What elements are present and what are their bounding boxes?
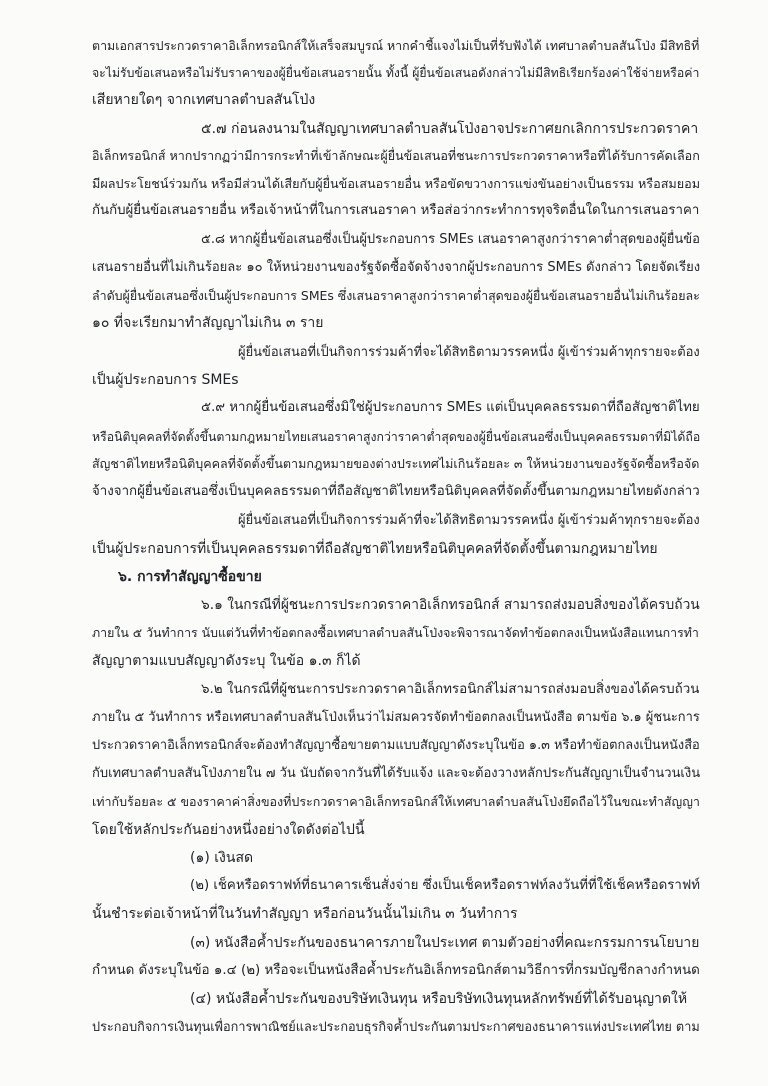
text-line: กำหนด ดังระบุในข้อ ๑.๔ (๒) หรือจะเป็นหนังสือค้ำประกันอิเล็กทรอนิกส์ตามวิธีการที่กรมบัญชีกลางกำหนด [92, 963, 700, 978]
text-line: อิเล็กทรอนิกส์ หากปรากฏว่ามีการกระทำที่เข้าลักษณะผู้ยื่นข้อเสนอที่ชนะการประกวดราคาหรือที่ได้รับการคัดเลือก [92, 148, 700, 163]
option-4: (๔) หนังสือค้ำประกันของบริษัทเงินทุน หรือบริษัทเงินทุนหลักทรัพย์ที่ได้รับอนุญาตให้ [190, 991, 688, 1007]
option-1: (๑) เงินสด [190, 850, 254, 866]
text-line: เสนอรายอื่นที่ไม่เกินร้อยละ ๑๐ ให้หน่วยงานของรัฐจัดซื้อจัดจ้างจากผู้ประกอบการ SMEs ดังกล่าว โดยจัดเรียง [92, 260, 701, 275]
option-2: (๒) เช็คหรือดราฟท์ที่ธนาคารเซ็นสั่งจ่าย ซึ่งเป็นเช็คหรือดราฟท์ลงวันที่ที่ใช้เช็คหรือดราฟท์ [190, 878, 701, 893]
text-line: ลำดับผู้ยื่นข้อเสนอซึ่งเป็นผู้ประกอบการ SMEs ซึ่งเสนอราคาสูงกว่าราคาต่ำสุดของผู้ยื่นข้อเสนอรายอื่นไม่เกินร้อยละ [92, 288, 700, 303]
text-line: ตามเอกสารประกวดราคาอิเล็กทรอนิกส์ให้เสร็จสมบูรณ์ หากคำชี้แจงไม่เป็นที่รับฟังได้ เทศบาลตำบลสันโป่ง มีสิทธิที่ [92, 38, 700, 53]
text-line: ประกวดราคาอิเล็กทรอนิกส์จะต้องทำสัญญาซื้อขายตามแบบสัญญาดังระบุในข้อ ๑.๓ หรือทำข้อตกลงเป็นหนังสือ [92, 738, 700, 753]
clause-5-9: ๕.๙ หากผู้ยื่นข้อเสนอซึ่งมิใช่ผู้ประกอบการ SMEs แต่เป็นบุคคลธรรมดาที่ถือสัญชาติไทย [201, 400, 700, 415]
text-line: เป็นผู้ประกอบการที่เป็นบุคคลธรรมดาที่ถือสัญชาติไทยหรือนิติบุคคลที่จัดตั้งขึ้นตามกฎหมายไทย [92, 541, 658, 557]
option-3: (๓) หนังสือค้ำประกันของธนาคารภายในประเทศ ตามตัวอย่างที่คณะกรรมการนโยบาย [190, 935, 700, 951]
text-line: ผู้ยื่นข้อเสนอที่เป็นกิจการร่วมค้าที่จะได้สิทธิตามวรรคหนึ่ง ผู้เข้าร่วมค้าทุกรายจะต้อง [238, 345, 700, 360]
text-line: มีผลประโยชน์ร่วมกัน หรือมีส่วนได้เสียกับผู้ยื่นข้อเสนอรายอื่น หรือขัดขวางการแข่งขันอย่างเป็นธรรม หรือสมยอม [92, 176, 701, 191]
text-line: จ้างจากผู้ยื่นข้อเสนอซึ่งเป็นบุคคลธรรมดาที่ถือสัญชาติไทยหรือนิติบุคคลที่จัดตั้งขึ้นตามกฎหมายไทยดังกล่าว [92, 484, 700, 499]
text-line: ภายใน ๕ วันทำการ หรือเทศบาลตำบลสันโป่งเห็นว่าไม่สมควรจัดทำข้อตกลงเป็นหนังสือ ตามข้อ ๖.๑ ผู้ชนะการ [92, 710, 700, 725]
text-line: หรือนิติบุคคลที่จัดตั้งขึ้นตามกฎหมายไทยเสนอราคาสูงกว่าราคาต่ำสุดของผู้ยื่นข้อเสนอซึ่งเป็นบุคคลธรรมดาที่มิได้ถือ [92, 430, 701, 444]
text-line: กันกับผู้ยื่นข้อเสนอรายอื่น หรือเจ้าหน้าที่ในการเสนอราคา หรือส่อว่ากระทำการทุจริตอื่นใดในการเสนอราคา [92, 203, 700, 218]
text-line: สัญชาติไทยหรือนิติบุคคลที่จัดตั้งขึ้นตามกฎหมายของต่างประเทศไม่เกินร้อยละ ๓ ให้หน่วยงานของรัฐจัดซื้อหรือจัด [92, 456, 700, 471]
text-line: เป็นผู้ประกอบการ SMEs [92, 372, 239, 388]
text-line: นั้นชำระต่อเจ้าหน้าที่ในวันทำสัญญา หรือก่อนวันนั้นไม่เกิน ๓ วันทำการ [92, 906, 518, 922]
text-line: ประกอบกิจการเงินทุนเพื่อการพาณิชย์และประกอบธุรกิจค้ำประกันตามประกาศของธนาคารแห่งประเทศไทย ตาม [92, 1019, 700, 1034]
text-line: ภายใน ๕ วันทำการ นับแต่วันที่ทำข้อตกลงซื้อเทศบาลตำบลสันโป่งจะพิจารณาจัดทำข้อตกลงเป็นหนังสือแทนการทำ [92, 625, 699, 640]
clause-6-1: ๖.๑ ในกรณีที่ผู้ชนะการประกวดราคาอิเล็กทรอนิกส์ สามารถส่งมอบสิ่งของได้ครบถ้วน [201, 597, 700, 613]
text-line: โดยใช้หลักประกันอย่างหนึ่งอย่างใดดังต่อไปนี้ [92, 822, 365, 838]
text-line: ๑๐ ที่จะเรียกมาทำสัญญาไม่เกิน ๓ ราย [92, 315, 324, 331]
clause-5-7: ๕.๗ ก่อนลงนามในสัญญาเทศบาลตำบลสันโป่งอาจประกาศยกเลิกการประกวดราคา [201, 121, 699, 137]
clause-6-2: ๖.๒ ในกรณีที่ผู้ชนะการประกวดราคาอิเล็กทรอนิกส์ไม่สามารถส่งมอบสิ่งของได้ครบถ้วน [201, 682, 700, 697]
section-6-heading: ๖. การทำสัญญาซื้อขาย [118, 569, 262, 585]
clause-5-8: ๕.๘ หากผู้ยื่นข้อเสนอซึ่งเป็นผู้ประกอบการ SMEs เสนอราคาสูงกว่าราคาต่ำสุดของผู้ยื่นข้อ [201, 232, 700, 247]
text-line: จะไม่รับข้อเสนอหรือไม่รับราคาของผู้ยื่นข้อเสนอรายนั้น ทั้งนี้ ผู้ยื่นข้อเสนอดังกล่าวไม่มีสิทธิเรียกร้องค่าใช้จ่ายหรือค่า [92, 66, 700, 80]
text-line: เสียหายใดๆ จากเทศบาลตำบลสันโป่ง [92, 92, 316, 108]
text-line: สัญญาตามแบบสัญญาดังระบุ ในข้อ ๑.๓ ก็ได้ [92, 653, 361, 669]
text-line: เท่ากับร้อยละ ๕ ของราคาค่าสิ่งของที่ประกวดราคาอิเล็กทรอนิกส์ให้เทศบาลตำบลสันโป่งยึดถือไว้ในขณะทำสัญญา [92, 794, 700, 809]
text-line: ผู้ยื่นข้อเสนอที่เป็นกิจการร่วมค้าที่จะได้สิทธิตามวรรคหนึ่ง ผู้เข้าร่วมค้าทุกรายจะต้อง [238, 513, 700, 528]
text-line: กับเทศบาลตำบลสันโป่งภายใน ๗ วัน นับถัดจากวันที่ได้รับแจ้ง และจะต้องวางหลักประกันสัญญาเป็นจำนวนเงิน [92, 766, 701, 781]
